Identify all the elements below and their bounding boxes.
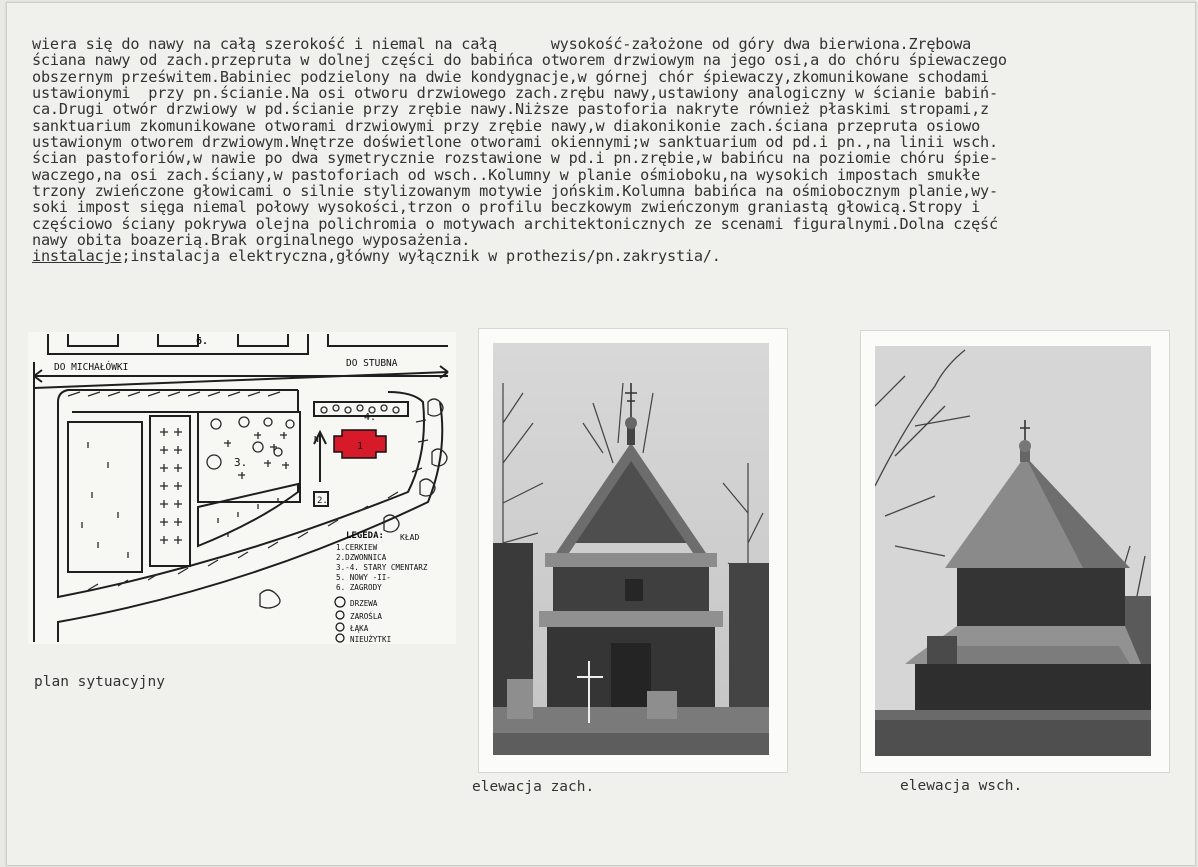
photo-east-elevation-frame	[860, 330, 1170, 773]
site-plan-drawing	[28, 332, 456, 644]
photo-east-caption: elewacja wsch.	[900, 778, 1023, 794]
typed-description	[32, 36, 1192, 265]
parcel-4-label: 4.	[364, 412, 377, 423]
installation-label: instalacje	[32, 247, 122, 266]
legend-item-4: 5. NOWY -II-	[336, 573, 391, 582]
text-line-1: wiera się do nawy na całą szerokość i niemal na całą wysokość-założone od góry dwa bierwiona.Zrębowa	[32, 35, 972, 53]
legend-item-5: 6. ZAGRODY	[336, 583, 382, 592]
legend-item-9: NIEUŻYTKI	[350, 635, 392, 644]
text-line-8: ścian pastoforiów,w nawie po dwa symetrycznie rozstawione w pd.i pn.zrębie,w babińcu na poziomie chóru śpie-	[32, 149, 998, 168]
text-line-13: nawy obita boazerią.Brak orginalnego wyposażenia.	[32, 231, 471, 250]
road-right-label: DO STUBNA	[346, 358, 398, 369]
road-left-label: DO MICHAŁÓWKI	[54, 362, 129, 373]
text-line-4: ustawionymi przy pn.ścianie.Na osi otworu drzwiowego zach.zrębu nawy,ustawiony analogiczny w ścianie babiń-	[32, 84, 998, 103]
photo-west-elevation-frame	[478, 328, 788, 773]
church-number-label: 1	[357, 441, 364, 452]
north-label: N	[314, 435, 319, 444]
text-line-6: sanktuarium zkomunikowane otworami drzwiowymi przy zrębie nawy,w diakonikonie zach.ściana przepruta osiowo	[32, 116, 981, 135]
text-line-5: ca.Drugi otwór drzwiowy w pd.ścianie przy zrębie nawy.Niższe pastoforia nakryte również płaskimi stropami,z	[32, 100, 989, 119]
photo-west-caption: elewacja zach.	[472, 779, 595, 795]
legend-item-7: ZAROŚLA	[350, 612, 383, 621]
text-line-9: waczego,na osi zach.ściany,w pastoforiach od wsch..Kolumny w planie ośmioboku,na wysokich impostach smukłe	[32, 165, 981, 184]
photo-west-elevation	[493, 343, 769, 755]
text-line-11: soki impost sięga niemal połowy wysokości,trzon o profilu beczkowym zwieńczonym graniastą głowicą.Stropy i	[32, 198, 981, 217]
legend-item-2: 2.DZWONNICA	[336, 553, 387, 562]
text-line-10: trzony zwieńczone głowicami o silnie stylizowanym motywie jońskim.Kolumna babińca na ośmiobocznym planie,wy-	[32, 182, 998, 201]
parcel-2-label: 2.	[317, 496, 328, 506]
site-plan-card	[28, 332, 456, 644]
legend-item-1: 1.CERKIEW	[336, 543, 378, 552]
lot-label: 6.	[196, 336, 209, 347]
installation-line	[32, 248, 1192, 264]
text-line-7: ustawionym otworem drzwiowym.Wnętrze doświetlone otworami okiennymi;w sanktuarium od pd.i pn.,na linii wsch.	[32, 133, 998, 152]
legend-title: LEGEDA:	[346, 531, 384, 541]
legend-item-8: ŁĄKA	[350, 624, 369, 633]
site-plan-legend	[335, 531, 428, 644]
site-plan-caption: plan sytuacyjny	[34, 674, 165, 690]
text-line-12: częściowo ściany pokrywa olejna polichromia o motywach architektonicznych ze scenami figuralnymi.Dolna część	[32, 214, 998, 233]
photo-east-elevation	[875, 346, 1151, 756]
text-line-3: obszernym prześwitem.Babiniec podzielony na dwie kondygnacje,w górnej chór śpiewaczy,zkomunikowane schodami	[32, 67, 989, 86]
legend-item-3: 3.-4. STARY CMENTARZ	[336, 563, 428, 572]
legend-item-6: DRZEWA	[350, 599, 378, 608]
parcel-3-label: 3.	[234, 456, 248, 469]
installation-text: ;instalacja elektryczna,główny wyłącznik w prothezis/pn.zakrystia/.	[121, 247, 721, 266]
legend-side-note: KŁAD	[400, 533, 420, 542]
text-line-2: ściana nawy od zach.przepruta w dolnej części do babińca otworem drzwiowym na jego osi,a do chóru śpiewaczego	[32, 51, 1007, 70]
